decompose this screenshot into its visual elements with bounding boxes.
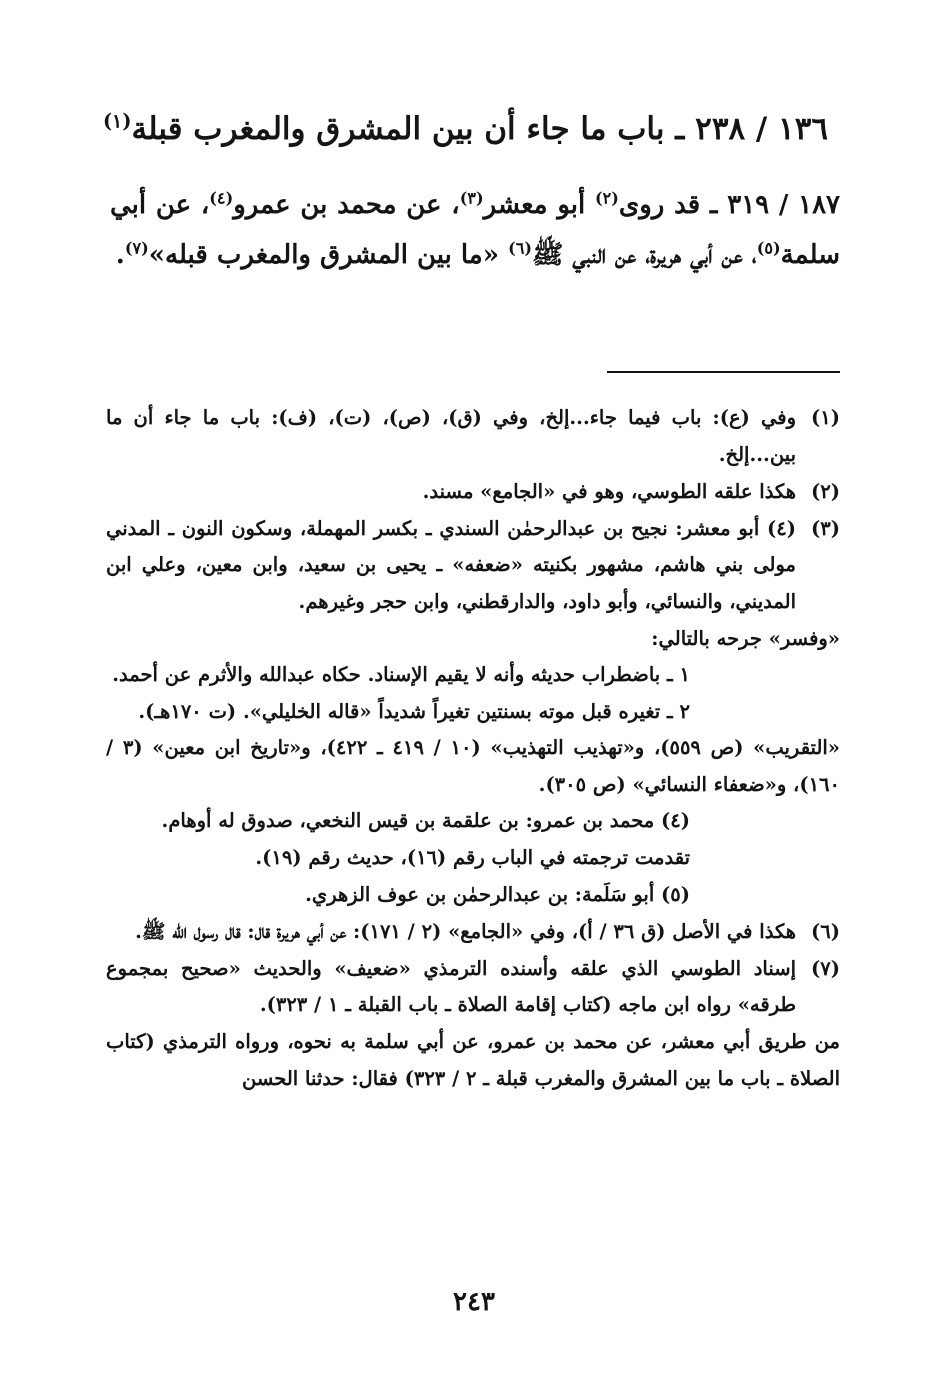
footnote-1 <box>106 400 840 473</box>
footnote-ref-2: (٢) <box>594 188 619 208</box>
hadith-part: . <box>115 240 125 270</box>
footnote-3-line: «وفسر» جرحه بالتالي: <box>651 626 840 650</box>
hadith-part: ، عن محمد بن عمرو <box>233 190 460 220</box>
footnote-separator <box>607 371 840 373</box>
footnote-text: وفي (ع): باب فيما جاء...إلخ، وفي (ق)، (ص)، (ت)، (ف): باب ما جاء أن ما بين...إلخ. <box>106 406 796 466</box>
footnote-number: (٧) <box>811 956 840 980</box>
chapter-heading <box>102 104 828 154</box>
footnote-text: هكذا علقه الطوسي، وهو في «الجامع» مسند. <box>422 479 796 503</box>
footnote-ref-7: (٧) <box>124 238 149 258</box>
footnote-3-item: ١ ـ باضطراب حديثه وأنه لا يقيم الإسناد. حكاه عبدالله والأثرم عن أحمد. <box>112 663 690 686</box>
footnote-number: (٦) <box>811 919 840 943</box>
hadith-part: ، عن أبي هريرة، عن النبي ﷺ <box>531 240 757 270</box>
footnote-5 <box>106 877 840 914</box>
hadith-part: قد روى <box>618 190 701 220</box>
footnote-3-references: «التقريب» (ص ٥٥٩)، و«تهذيب التهذيب» (١٠ / ٤١٩ ـ ٤٢٢)، و«تاريخ ابن معين» (٣ / ١٦٠)، و«ضعفاء النسائي» (ص ٣٠٥). <box>106 736 840 796</box>
footnote-ref-3: (٣) <box>459 188 484 208</box>
footnote-text: محمد بن عمرو: بن علقمة بن قيس النخعي، صدوق له أوهام. <box>161 809 655 832</box>
page-number: ٢٤٣ <box>453 1287 495 1317</box>
footnote-6 <box>106 914 840 951</box>
footnote-7-line: من طريق أبي معشر، عن محمد بن عمرو، عن أبي سلمة به نحوه، ورواه الترمذي (كتاب الصلاة ـ باب ما بين المشرق والمغرب قبلة ـ ٢ / ٣٢٣) فقال: حدثنا الحسن <box>106 1030 840 1090</box>
footnote-number: (٢) <box>811 479 840 503</box>
footnote-ref-4: (٤) <box>209 188 234 208</box>
footnote-3 <box>106 511 840 621</box>
footnote-number: (١) <box>811 406 840 429</box>
footnote-text: هكذا في الأصل (ق ٣٦ / أ)، وفي «الجامع» (٢ / ١٧١): عن أبي هريرة قال: قال رسول الله ﷺ. <box>135 919 796 943</box>
hadith-text <box>110 180 840 280</box>
chapter-heading-text: ١٣٦ / ٢٣٨ ـ باب ما جاء أن بين المشرق والمغرب قبلة <box>131 111 828 147</box>
footnote-4 <box>106 803 840 840</box>
footnote-text: أبو سَلَمة: بن عبدالرحمٰن بن عوف الزهري. <box>305 882 655 906</box>
footnote-4-line: تقدمت ترجمته في الباب رقم (١٦)، حديث رقم (١٩). <box>255 846 690 869</box>
footnote-ref-1: (١) <box>102 109 132 133</box>
footnote-3-item: ٢ ـ تغيره قبل موته بسنتين تغيراً شديداً «قاله الخليلي». (ت ١٧٠هـ). <box>138 699 690 723</box>
hadith-part: أبو معشر <box>483 190 586 220</box>
hadith-quote: «ما بين المشرق والمغرب قبله» <box>148 240 499 270</box>
footnote-number: (٣) <box>811 516 840 540</box>
footnote-ref-5: (٥) <box>756 238 781 258</box>
footnote-2 <box>106 474 840 511</box>
footnote-number: (٤) <box>661 809 690 832</box>
hadith-part: ، عن أبي سلمة <box>110 190 840 270</box>
footnote-ref-6: (٦) <box>508 238 532 258</box>
footnote-7 <box>106 951 840 1024</box>
footnote-text: (٤) أبو معشر: نجيح بن عبدالرحمٰن السندي ـ بكسر المهملة، وسكون النون ـ المدني مولى بني هاشم، مشهور بكنيته «ضعفه» ـ يحيى بن سعيد، وابن معين، وعلي ابن المديني، والنسائي، وأبو داود، والدارقطني، وابن حجر وغيرهم. <box>106 516 796 613</box>
footnotes-section <box>106 400 840 1097</box>
footnote-number: (٥) <box>661 882 690 906</box>
footnote-text: إسناد الطوسي الذي علقه وأسنده الترمذي «ضعيف» والحديث «صحيح بمجموع طرقه» رواه ابن ماجه (كتاب إقامة الصلاة ـ باب القبلة ـ ١ / ٣٢٣). <box>106 956 796 1016</box>
hadith-number: ١٨٧ / ٣١٩ ـ <box>709 190 841 220</box>
